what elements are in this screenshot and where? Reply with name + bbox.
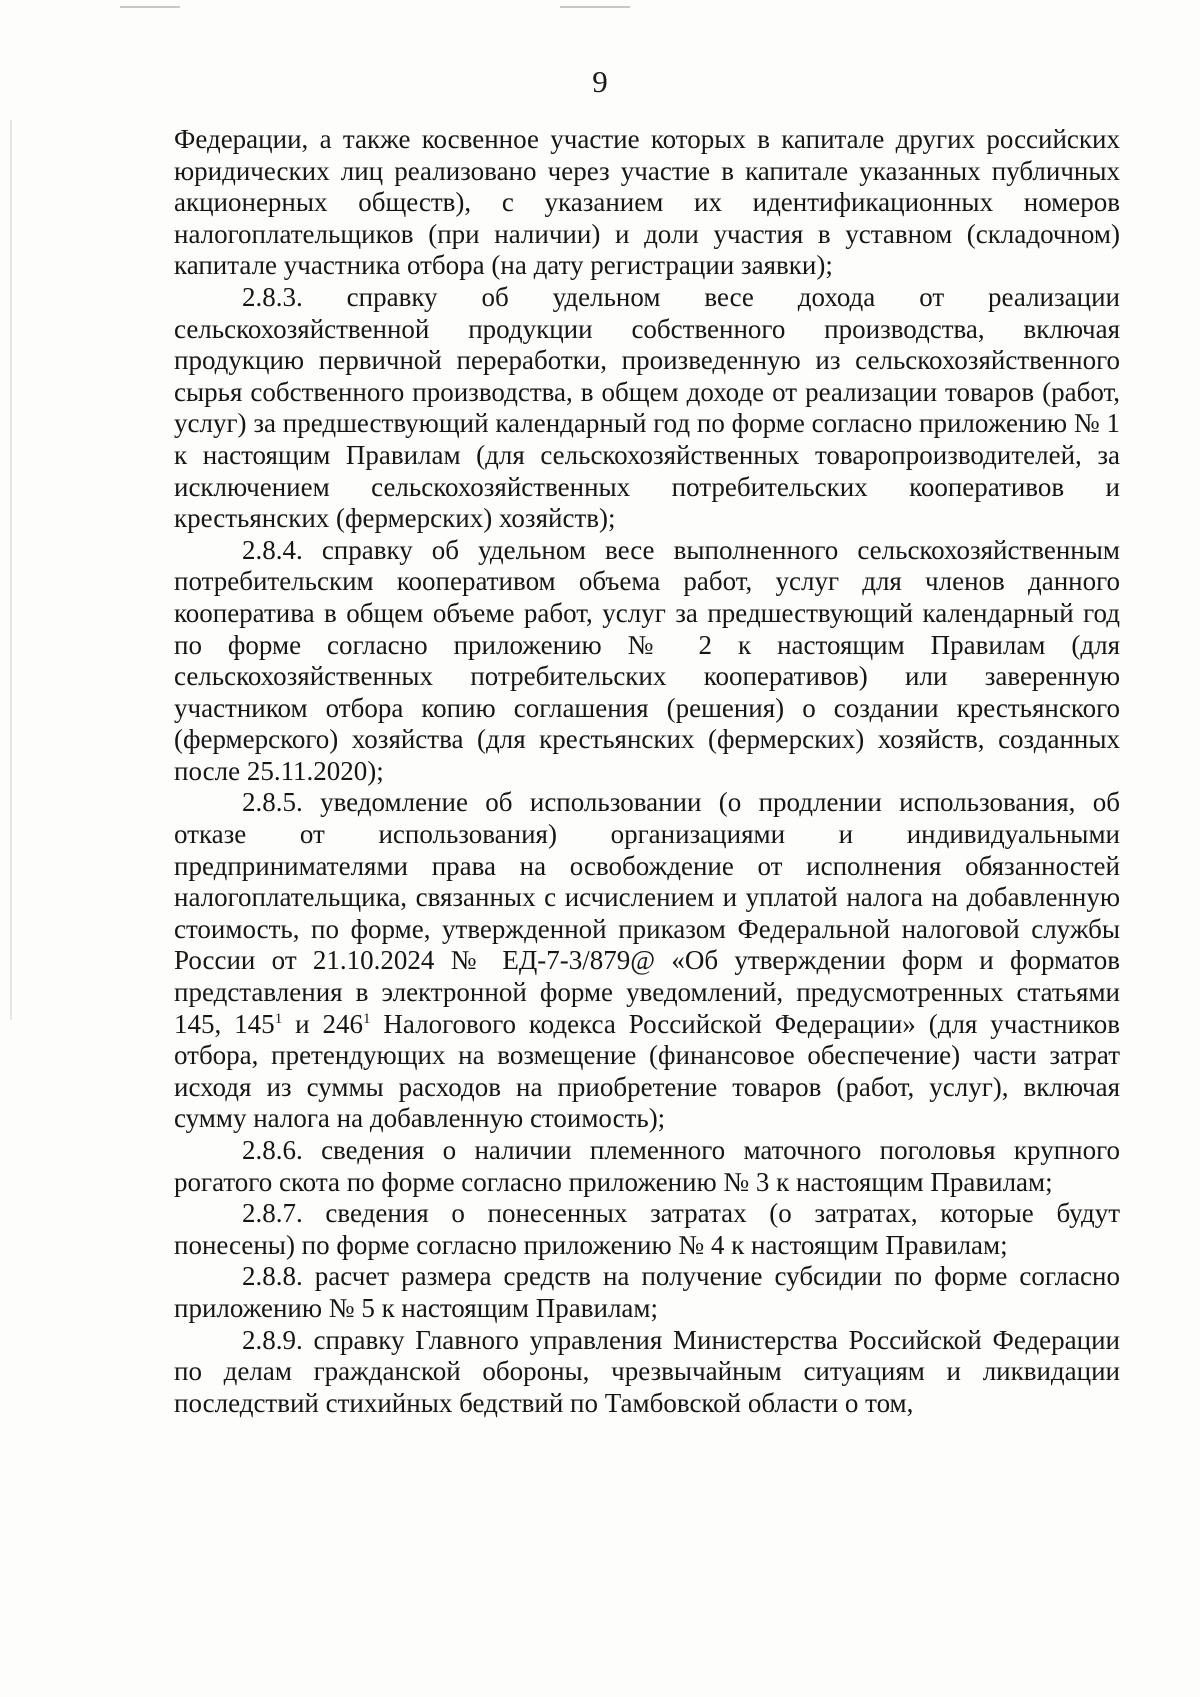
paragraph-continuation: Федерации, а также косвенное участие которых в капитале других российских юридических лиц реализовано через участие в капитале указанных публичных акционерных обществ), с указанием их идентификационных номеров налогоплательщиков (при наличии) и доли участия в уставном (складочном) капитале участника отбора (на дату регистрации заявки); [174, 124, 1120, 281]
document-body [174, 124, 1120, 1419]
paragraph-2-8-6: 2.8.6. сведения о наличии племенного маточного поголовья крупного рогатого скота по форме согласно приложению № 3 к настоящим Правилам; [174, 1135, 1120, 1197]
paragraph-2-8-3: 2.8.3. справку об удельном весе дохода от реализации сельскохозяйственной продукции собственного производства, включая продукцию первичной переработки, произведенную из сельскохозяйственного сырья собственного производства, в общем доходе от реализации товаров (работ, услуг) за предшествующий календарный год по форме согласно приложению № 1 к настоящим Правилам (для сельскохозяйственных товаропроизводителей, за исключением сельскохозяйственных потребительских кооперативов и крестьянских (фермерских) хозяйств); [174, 281, 1120, 534]
scan-artifact [120, 6, 180, 8]
scan-artifact [10, 120, 12, 1020]
paragraph-2-8-5-part-a: 2.8.5. уведомление об использовании (о продлении использования, об отказе от использования) организациями и индивидуальными предпринимателями права на освобождение от исполнения обязанностей налогоплательщика, связанных с исчислением и уплатой налога на добавленную стоимость, по форме, утвержденной приказом Федеральной налоговой службы России от 21.10.2024 № ЕД-7-3/879@ «Об утверждении форм и форматов представления в электронной форме уведомлений, предусмотренных статьями 145, 145 [174, 787, 1120, 1039]
paragraph-2-8-8: 2.8.8. расчет размера средств на получение субсидии по форме согласно приложению № 5 к настоящим Правилам; [174, 1261, 1120, 1323]
paragraph-2-8-9: 2.8.9. справку Главного управления Министерства Российской Федерации по делам гражданской обороны, чрезвычайным ситуациям и ликвидации последствий стихийных бедствий по Тамбовской области о том, [174, 1324, 1120, 1418]
page-number: 9 [592, 64, 608, 99]
paragraph-2-8-5-part-c: Налогового кодекса Российской Федерации» (для участников отбора, претендующих на возмещение (финансовое обеспечение) части затрат исходя из суммы расходов на приобретение товаров (работ, услуг), включая сумму налога на добавленную стоимость); [174, 1008, 1121, 1134]
superscript-145: 1 [274, 1010, 283, 1027]
paragraph-2-8-5 [174, 787, 1120, 1135]
paragraph-2-8-5-part-b: и 246 [282, 1008, 363, 1039]
superscript-246: 1 [363, 1010, 371, 1027]
scan-artifact [560, 6, 630, 8]
paragraph-2-8-7: 2.8.7. сведения о понесенных затратах (о затратах, которые будут понесены) по форме согласно приложению № 4 к настоящим Правилам; [174, 1198, 1120, 1260]
paragraph-2-8-4: 2.8.4. справку об удельном весе выполненного сельскохозяйственным потребительским кооперативом объема работ, услуг для членов данного кооператива в общем объеме работ, услуг за предшествующий календарный год по форме согласно приложению № 2 к настоящим Правилам (для сельскохозяйственных потребительских кооперативов) или заверенную участником отбора копию соглашения (решения) о создании крестьянского (фермерского) хозяйства (для крестьянских (фермерских) хозяйств, созданных после 25.11.2020); [174, 534, 1120, 786]
